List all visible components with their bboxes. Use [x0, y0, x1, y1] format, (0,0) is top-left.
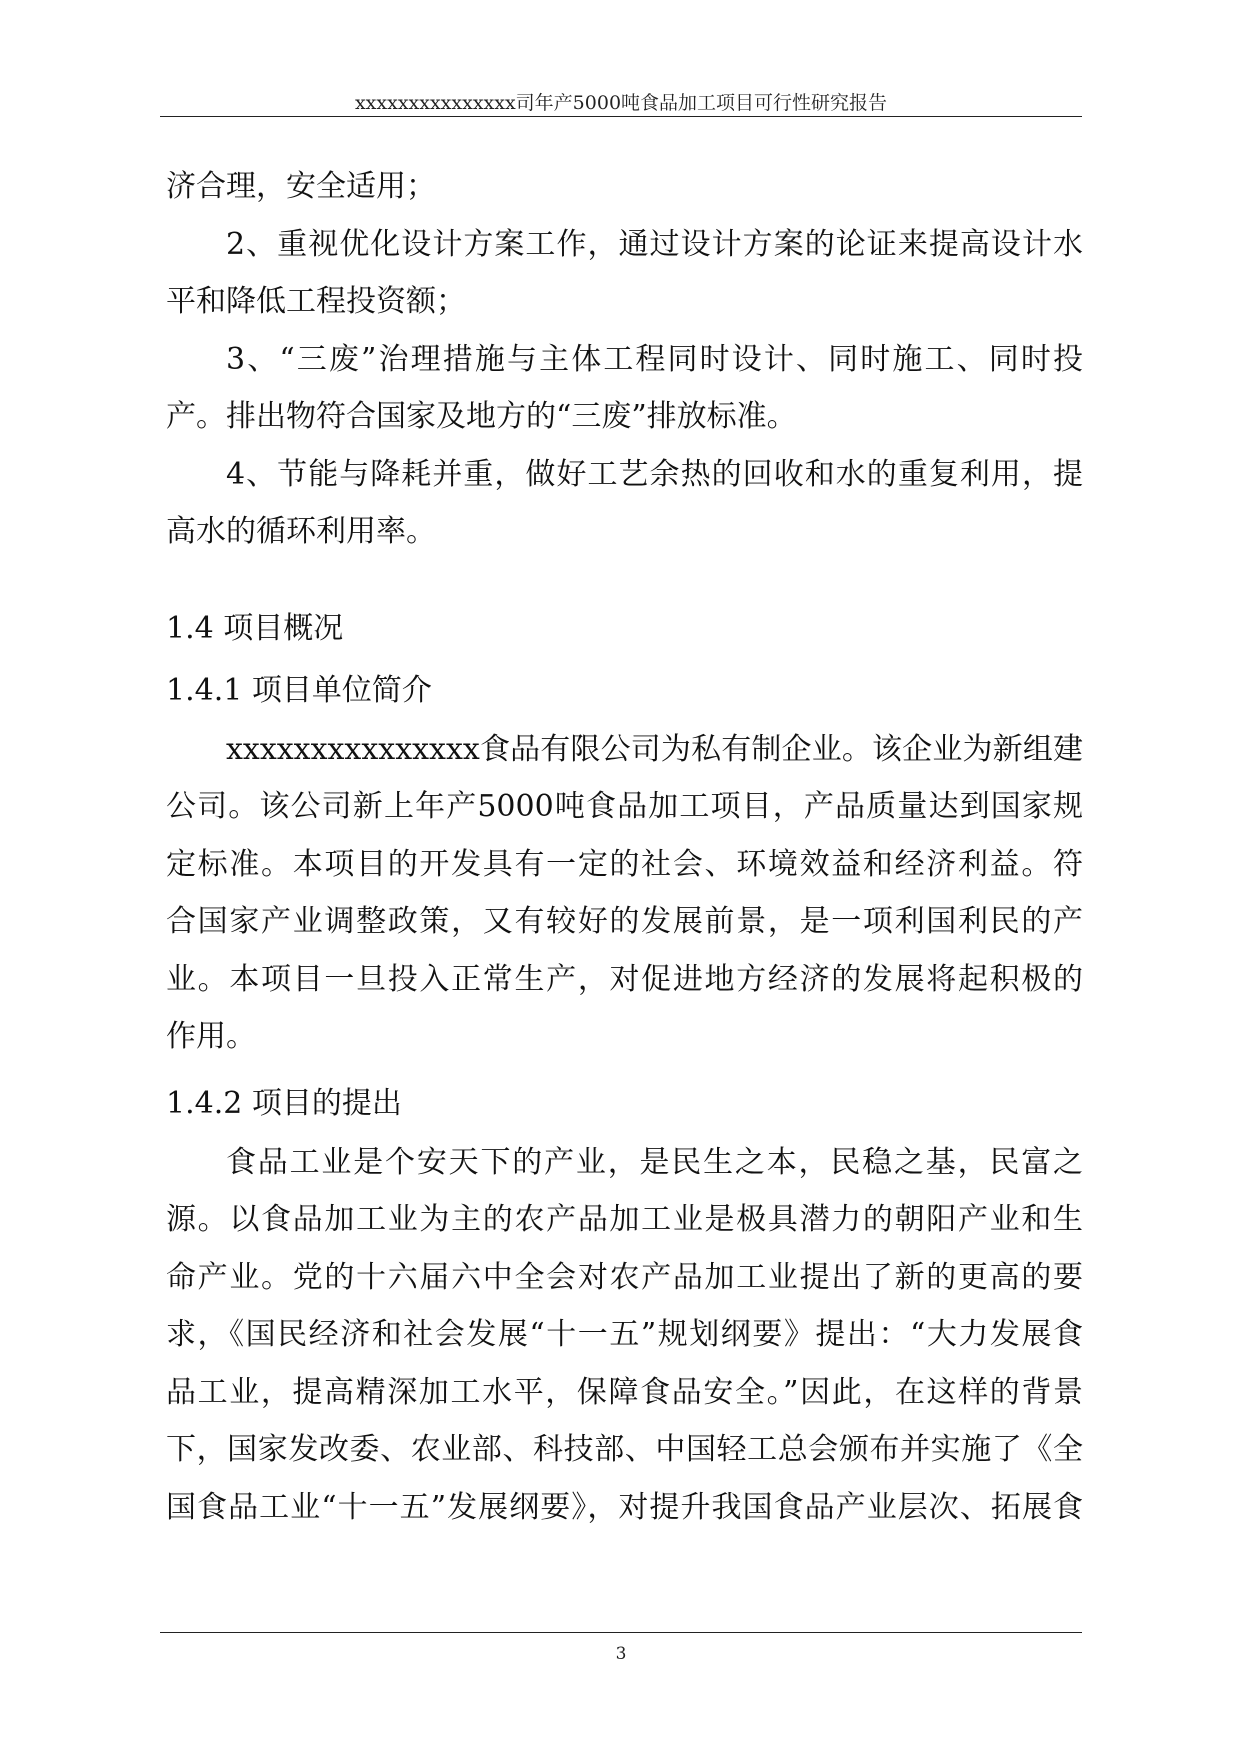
text-line: 济合理，安全适用； [166, 169, 436, 204]
page-number: 3 [615, 1644, 627, 1664]
text-line: 业。本项目一旦投入正常生产，对促进地方经济的发展将起积极的 [166, 961, 1083, 997]
subsection-heading: 1.4.2 项目的提出 [166, 1085, 402, 1121]
header-divider [160, 116, 1082, 117]
text-line: 命产业。党的十六届六中全会对农产品加工业提出了新的更高的要 [166, 1259, 1083, 1295]
text-line: 3、“三废”治理措施与主体工程同时设计、同时施工、同时投 [226, 341, 1083, 377]
text-line: 食品工业是个安天下的产业，是民生之本，民稳之基，民富之 [226, 1144, 1083, 1180]
text-line: 源。以食品加工业为主的农产品加工业是极具潜力的朝阳产业和生 [166, 1202, 1083, 1237]
text-line: 品工业，提高精深加工水平，保障食品安全。”因此，在这样的背景 [166, 1374, 1083, 1410]
text-line: 求，《国民经济和社会发展“十一五”规划纲要》提出：“大力发展食 [166, 1317, 1083, 1352]
text-line: 公司。该公司新上年产5000吨食品加工项目，产品质量达到国家规 [166, 789, 1083, 824]
text-line: 国食品工业“十一五”发展纲要》，对提升我国食品产业层次、拓展食 [166, 1489, 1083, 1525]
text-line: 下，国家发改委、农业部、科技部、中国轻工总会颁布并实施了《全 [166, 1432, 1083, 1467]
text-line: xxxxxxxxxxxxxxx食品有限公司为私有制企业。该企业为新组建 [226, 731, 1083, 767]
text-line: 合国家产业调整政策，又有较好的发展前景，是一项利国利民的产 [166, 904, 1083, 939]
text-line: 4、节能与降耗并重，做好工艺余热的回收和水的重复利用，提 [226, 456, 1083, 492]
document-body [166, 158, 1083, 1536]
text-line: 平和降低工程投资额； [166, 284, 466, 319]
text-line: 高水的循环利用率。 [166, 514, 436, 549]
text-line: 2、重视优化设计方案工作，通过设计方案的论证来提高设计水 [226, 226, 1083, 262]
subsection-heading: 1.4.1 项目单位简介 [166, 672, 432, 708]
section-heading: 1.4 项目概况 [166, 610, 344, 646]
text-line: 产。排出物符合国家及地方的“三废”排放标准。 [166, 399, 797, 434]
footer-divider [160, 1632, 1082, 1633]
text-line: 定标准。本项目的开发具有一定的社会、环境效益和经济利益。符 [166, 846, 1083, 882]
header-title: xxxxxxxxxxxxxxx司年产5000吨食品加工项目可行性研究报告 [354, 92, 888, 114]
text-line: 作用。 [166, 1019, 256, 1054]
